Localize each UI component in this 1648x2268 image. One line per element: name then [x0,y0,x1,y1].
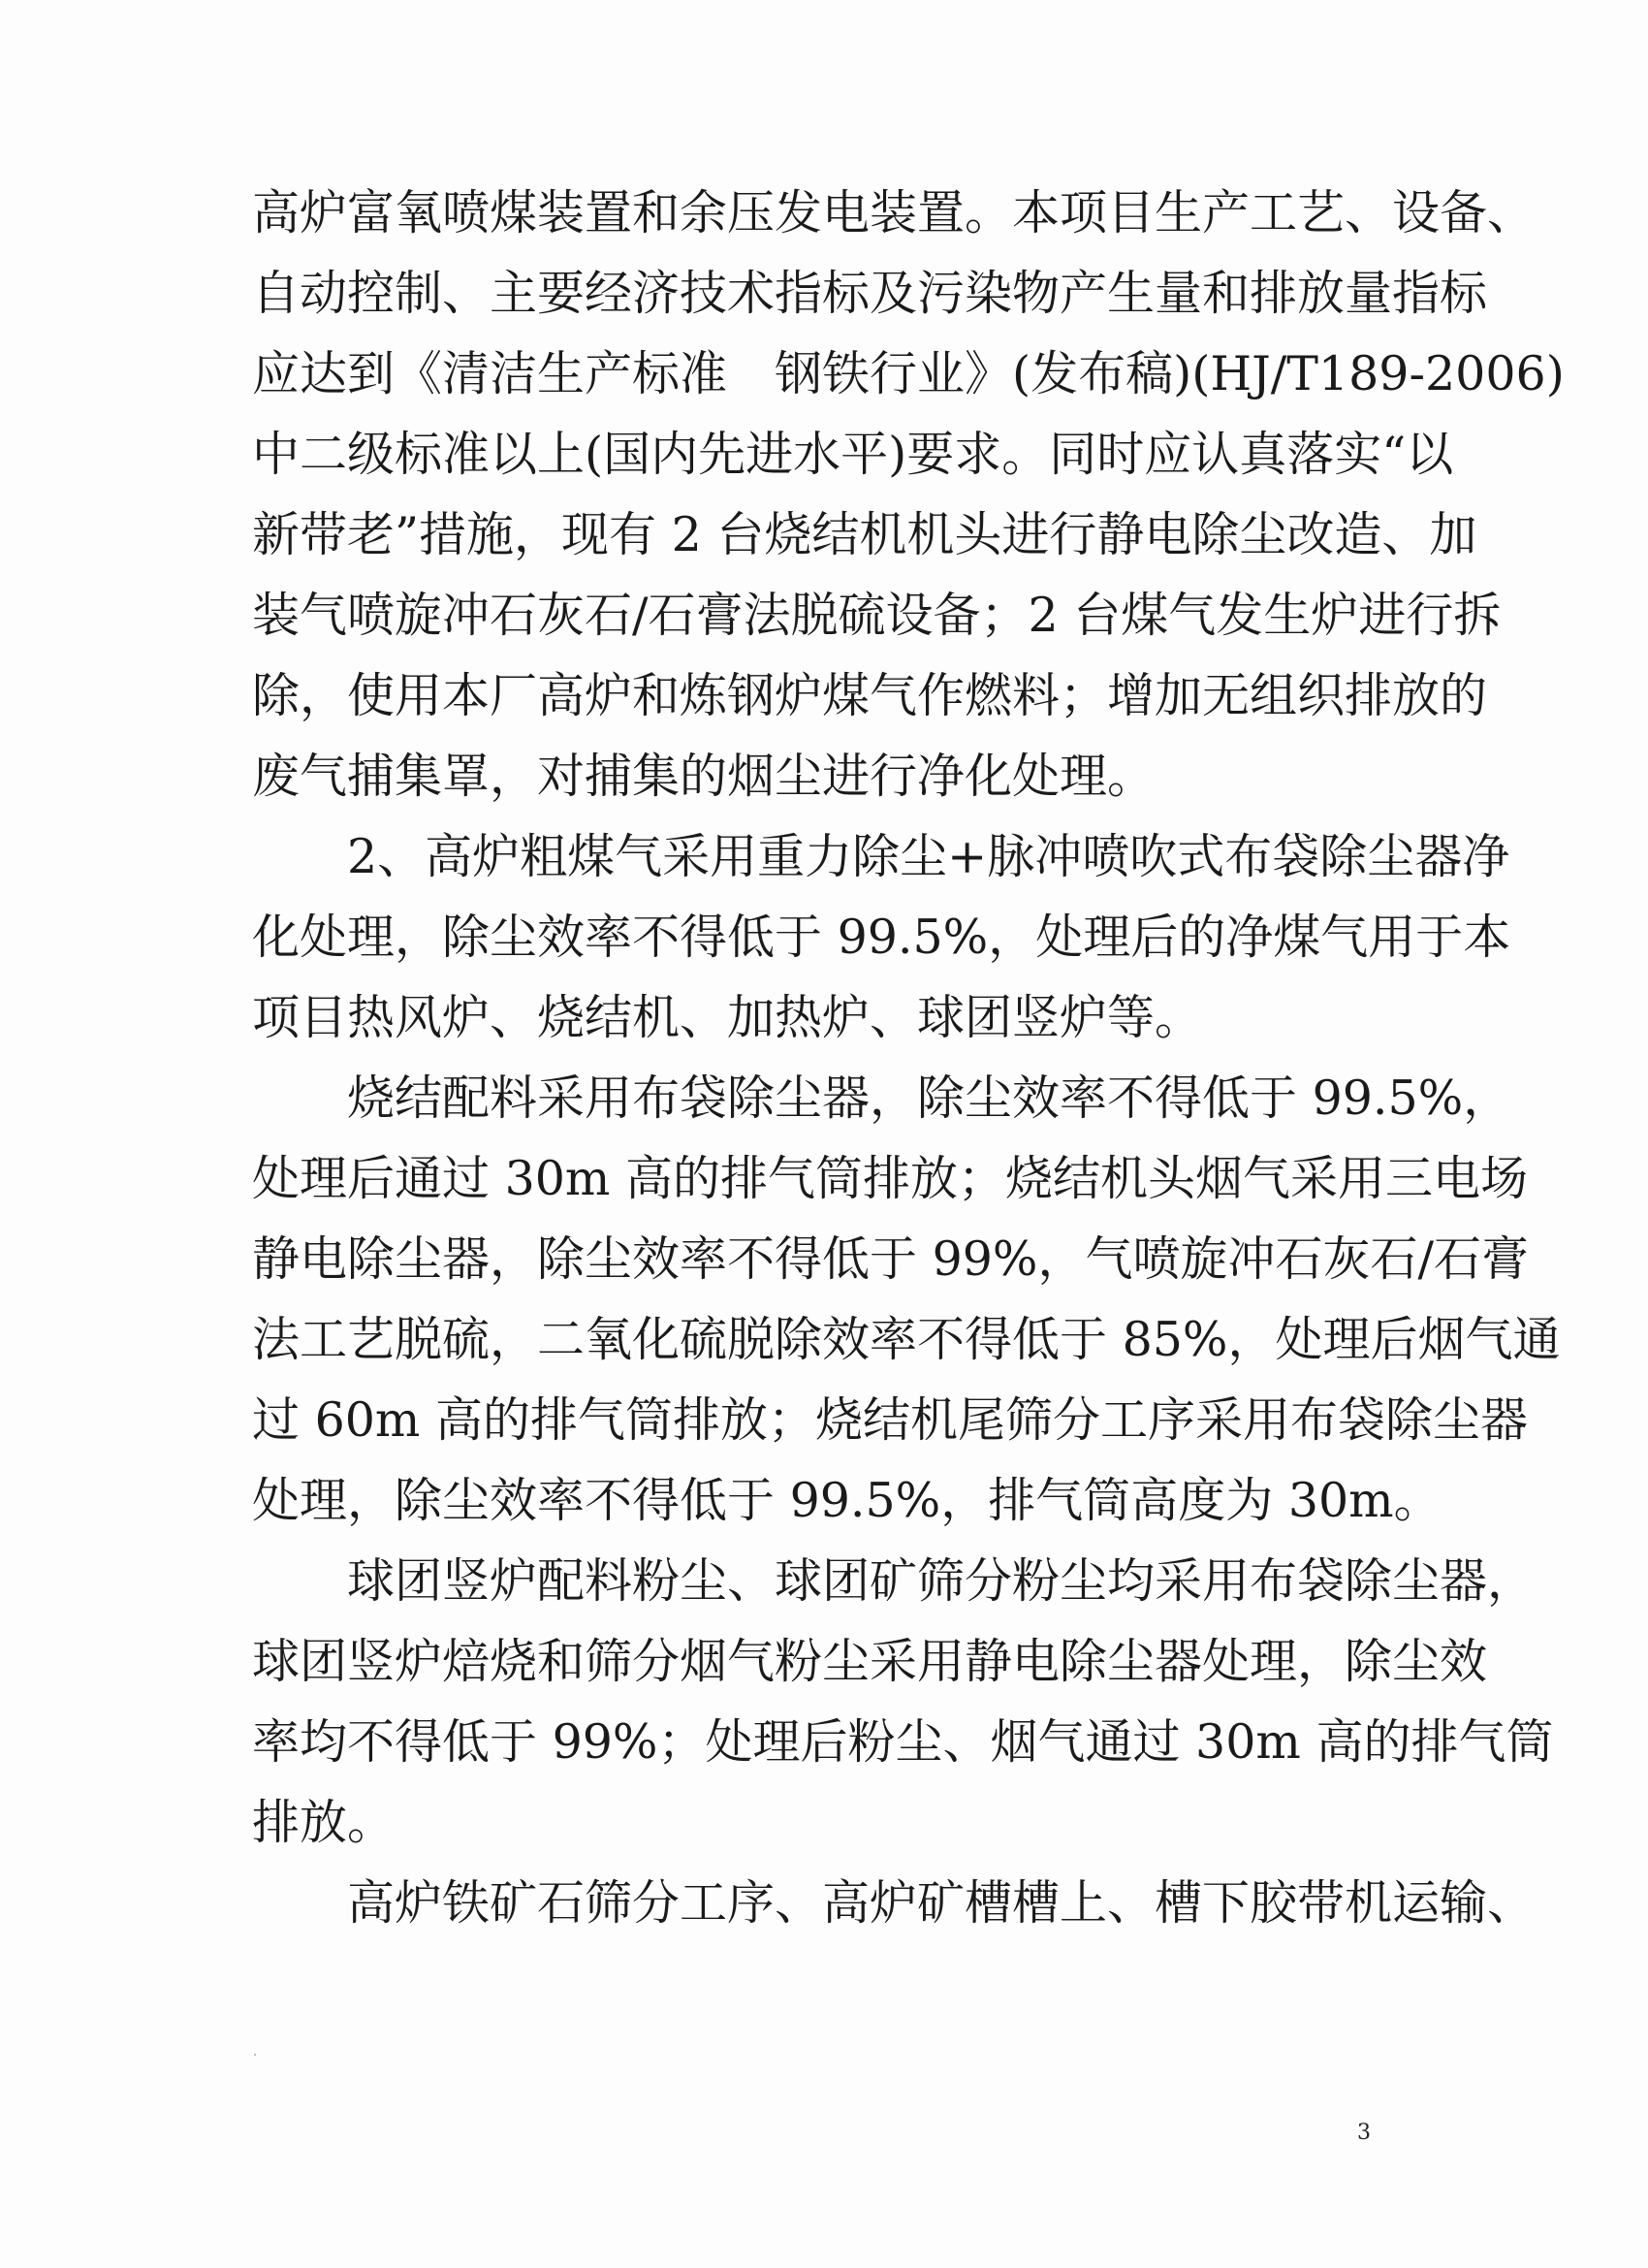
text-line: 除，使用本厂高炉和炼钢炉煤气作燃料；增加无组织排放的 [252,668,1488,723]
text-line: 球团竖炉配料粉尘、球团矿筛分粉尘均采用布袋除尘器， [347,1553,1536,1609]
text-line: 自动控制、主要经济技术指标及污染物产生量和排放量指标 [252,266,1488,321]
text-line: 球团竖炉焙烧和筛分烟气粉尘采用静电除尘器处理，除尘效 [252,1634,1488,1689]
paragraph-1 [252,173,1565,816]
page-number: 3 [1357,2121,1371,2145]
text-line: 高炉富氧喷煤装置和余压发电装置。本项目生产工艺、设备、 [252,185,1536,240]
document-body [252,173,1565,1943]
paragraph-4 [252,1541,1554,1863]
text-line: 率均不得低于 99%；处理后粉尘、烟气通过 30m 高的排气筒 [252,1714,1554,1770]
text-line: 应达到《清洁生产标准 钢铁行业》(发布稿)(HJ/T189-2006) [252,346,1565,401]
text-line: 烧结配料采用布袋除尘器，除尘效率不得低于 99.5%， [347,1070,1511,1126]
text-line: 处理后通过 30m 高的排气筒排放；烧结机头烟气采用三电场 [252,1151,1528,1206]
text-line: 项目热风炉、烧结机、加热炉、球团竖炉等。 [252,990,1203,1045]
text-line: 法工艺脱硫，二氧化硫脱除效率不得低于 85%，处理后烟气通 [252,1312,1561,1367]
text-line: 新带老”措施，现有 2 台烧结机机头进行静电除尘改造、加 [252,507,1477,562]
paragraph-3 [252,1058,1561,1541]
text-line: 废气捕集罩，对捕集的烟尘进行净化处理。 [252,749,1156,804]
text-line: 高炉铁矿石筛分工序、高炉矿槽槽上、槽下胶带机运输、 [347,1875,1536,1931]
text-line: 化处理，除尘效率不得低于 99.5%，处理后的净煤气用于本 [252,910,1511,965]
text-line: 静电除尘器，除尘效率不得低于 99%，气喷旋冲石灰石/石膏 [252,1231,1529,1287]
text-line: 排放。 [252,1795,396,1850]
paragraph-5 [252,1863,1536,1943]
text-line: 处理，除尘效率不得低于 99.5%，排气筒高度为 30m。 [252,1473,1442,1528]
text-line: 过 60m 高的排气筒排放；烧结机尾筛分工序采用布袋除尘器 [252,1392,1528,1448]
text-line: 2、高炉粗煤气采用重力除尘+脉冲喷吹式布袋除尘器净 [347,829,1510,884]
text-line: 中二级标准以上(国内先进水平)要求。同时应认真落实“以 [252,427,1454,482]
text-line: 装气喷旋冲石灰石/石膏法脱硫设备；2 台煤气发生炉进行拆 [252,588,1502,643]
scan-speck [254,2054,256,2056]
paragraph-2 [252,816,1511,1058]
